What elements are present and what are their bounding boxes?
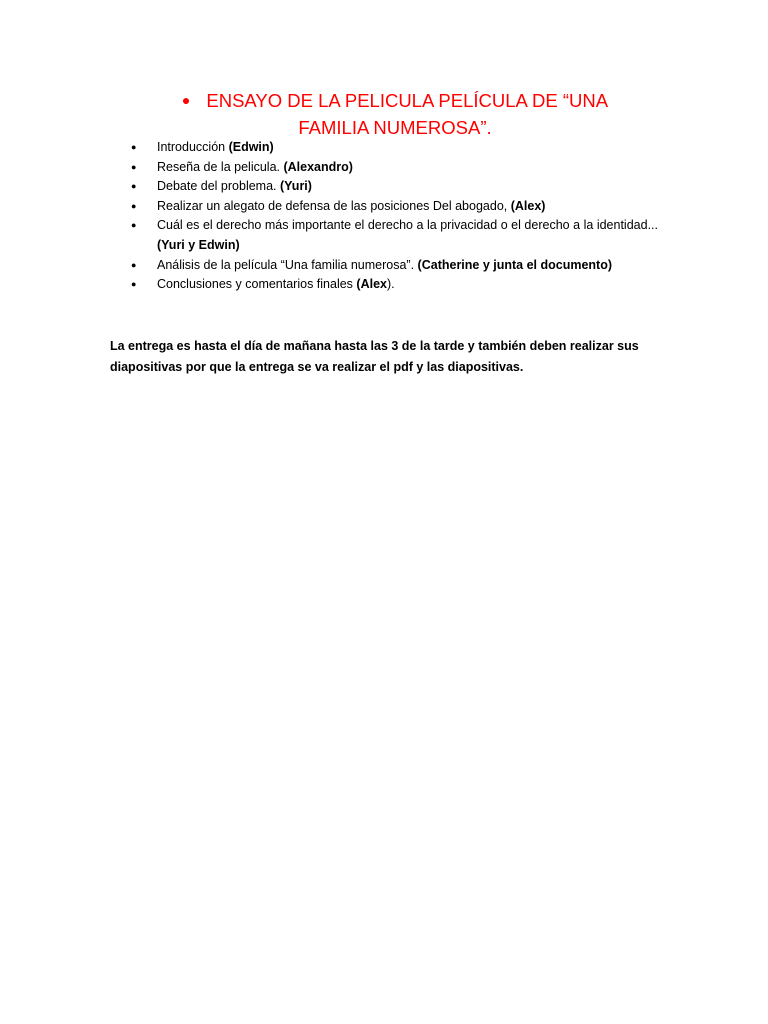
bullet-icon: ● [131,181,137,192]
list-item [131,177,658,197]
item-assignee: (Edwin) [228,140,274,154]
item-text: Debate del problema. [157,179,280,194]
bullet-icon: ● [131,220,137,231]
task-list [131,138,658,295]
item-text: Cuál es el derecho más importante el derecho a la privacidad o el derecho a la identidad... [157,218,658,233]
list-item [131,138,658,158]
list-item [131,216,658,255]
item-text: Realizar un alegato de defensa de las posiciones Del abogado, [157,198,511,213]
item-assignee: (Yuri) [280,179,312,194]
item-text: Introducción [157,140,229,154]
item-assignee: (Alex [356,277,387,292]
item-text: Conclusiones y comentarios finales [157,277,357,292]
title-text: ENSAYO DE LA PELICULA PELÍCULA DE “UNA FAMILIA NUMEROSA”. [206,90,609,138]
bullet-icon: ● [131,142,137,152]
item-text: Reseña de la pelicula. [157,159,284,174]
bullet-icon: ● [131,200,137,211]
title-bullet-icon: ● [181,92,191,108]
item-text: Análisis de la película “Una familia numerosa”. [157,257,418,272]
list-item [131,275,658,295]
list-item [131,256,658,276]
item-tail: ). [386,277,395,292]
list-item [131,158,658,178]
bullet-icon: ● [131,161,137,172]
bullet-icon: ● [131,259,137,270]
list-item [131,197,658,217]
item-assignee: (Alexandro) [283,159,353,174]
item-assignee: (Catherine y junta el documento) [417,257,613,272]
delivery-note: La entrega es hasta el día de mañana hasta las 3 de la tarde y también deben realizar sus diapositivas por que la entrega se va realizar el pdf y las diapositivas. [110,338,639,374]
item-assignee: (Alex) [510,198,546,213]
document-title [150,88,640,140]
item-assignee: (Yuri y Edwin) [157,237,240,252]
bullet-icon: ● [131,279,137,290]
